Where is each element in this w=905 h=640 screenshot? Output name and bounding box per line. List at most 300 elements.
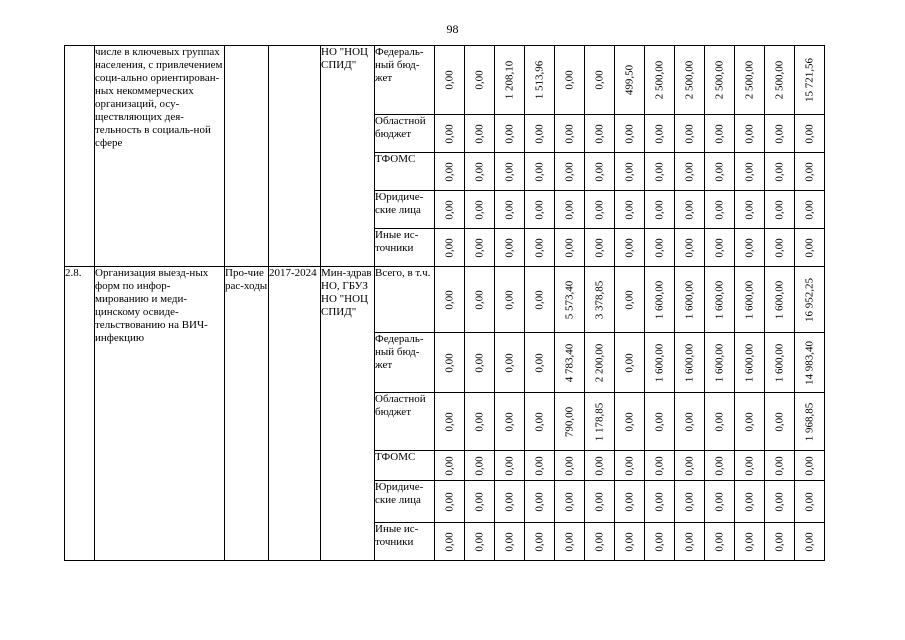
amount-value: 0,00: [563, 237, 575, 258]
amount-value: 0,00: [563, 199, 575, 220]
amount-value: 0,00: [503, 237, 515, 258]
amount-value: 0,00: [653, 123, 665, 144]
amount-cell: [495, 191, 525, 229]
amount-cell: [495, 393, 525, 451]
amount-cell: [735, 229, 765, 267]
executor: Мин-здрав НО, ГБУЗ НО "НОЦ СПИД": [321, 267, 375, 561]
amount-value: 0,00: [773, 237, 785, 258]
amount-value: 0,00: [683, 531, 695, 552]
amount-cell: [525, 451, 555, 481]
amount-cell: [585, 451, 615, 481]
amount-value: 0,00: [713, 491, 725, 512]
amount-cell: [645, 46, 675, 115]
amount-cell: [705, 191, 735, 229]
amount-cell: [525, 229, 555, 267]
amount-value: 0,00: [533, 237, 545, 258]
item-number: [65, 46, 95, 267]
amount-cell: [555, 333, 585, 393]
amount-cell: [435, 267, 465, 333]
amount-cell: [645, 191, 675, 229]
amount-cell: [765, 153, 795, 191]
amount-value: 0,00: [713, 455, 725, 476]
amount-cell: [765, 523, 795, 561]
amount-value: 1 600,00: [683, 280, 695, 319]
amount-value: 16 952,25: [803, 277, 815, 322]
amount-value: 0,00: [443, 70, 455, 90]
amount-value: 790,00: [563, 406, 575, 437]
amount-cell: [645, 523, 675, 561]
amount-value: 5 573,40: [563, 280, 575, 319]
amount-value: 1 600,00: [713, 343, 725, 382]
amount-cell: [645, 451, 675, 481]
amount-cell: [495, 229, 525, 267]
amount-cell: [555, 267, 585, 333]
amount-cell: [675, 229, 705, 267]
amount-value: 1 600,00: [713, 280, 725, 319]
funding-source: Областной бюджет: [375, 115, 435, 153]
amount-cell: [585, 115, 615, 153]
amount-cell: [615, 191, 645, 229]
amount-value: 0,00: [563, 161, 575, 182]
amount-value: 0,00: [563, 123, 575, 144]
amount-value: 1 178,85: [593, 402, 605, 441]
amount-value: 15 721,56: [803, 58, 815, 102]
amount-value: 0,00: [803, 161, 815, 182]
amount-value: 0,00: [563, 531, 575, 552]
amount-value: 0,00: [773, 455, 785, 476]
amount-value: 0,00: [593, 237, 605, 258]
amount-cell: [795, 451, 825, 481]
amount-value: 0,00: [533, 352, 545, 373]
amount-value: 0,00: [623, 161, 635, 182]
funding-source: Юридиче-ские лица: [375, 481, 435, 523]
amount-cell: [795, 333, 825, 393]
amount-value: 0,00: [713, 411, 725, 432]
amount-cell: [645, 393, 675, 451]
amount-value: 0,00: [593, 161, 605, 182]
amount-value: 0,00: [473, 531, 485, 552]
amount-cell: [795, 115, 825, 153]
amount-value: 0,00: [773, 411, 785, 432]
amount-cell: [765, 333, 795, 393]
amount-cell: [615, 481, 645, 523]
amount-cell: [645, 115, 675, 153]
amount-cell: [465, 191, 495, 229]
amount-value: 0,00: [533, 123, 545, 144]
amount-value: 1 600,00: [653, 280, 665, 319]
amount-cell: [795, 229, 825, 267]
amount-cell: [675, 451, 705, 481]
amount-cell: [495, 267, 525, 333]
funding-source: Иные ис-точники: [375, 229, 435, 267]
amount-cell: [645, 153, 675, 191]
amount-value: 0,00: [803, 531, 815, 552]
amount-value: 0,00: [443, 531, 455, 552]
amount-cell: [585, 191, 615, 229]
amount-cell: [795, 393, 825, 451]
amount-value: 0,00: [593, 531, 605, 552]
amount-cell: [735, 523, 765, 561]
amount-value: 0,00: [743, 531, 755, 552]
amount-value: 2 500,00: [653, 60, 665, 100]
amount-value: 1 600,00: [653, 343, 665, 382]
amount-cell: [765, 229, 795, 267]
amount-value: 0,00: [503, 531, 515, 552]
amount-value: 1 600,00: [773, 343, 785, 382]
amount-value: 0,00: [623, 123, 635, 144]
amount-cell: [675, 333, 705, 393]
table-row: [65, 46, 825, 115]
amount-cell: [555, 46, 585, 115]
amount-cell: [615, 267, 645, 333]
amount-cell: [525, 115, 555, 153]
amount-value: 499,50: [623, 64, 635, 96]
amount-cell: [735, 191, 765, 229]
amount-cell: [435, 523, 465, 561]
amount-value: 0,00: [533, 199, 545, 220]
amount-cell: [675, 46, 705, 115]
amount-value: 0,00: [473, 352, 485, 373]
amount-cell: [465, 393, 495, 451]
amount-value: 0,00: [503, 491, 515, 512]
amount-cell: [435, 333, 465, 393]
amount-value: 0,00: [743, 123, 755, 144]
amount-value: 1 600,00: [773, 280, 785, 319]
item-title: числе в ключевых группах населения, с привлечением соци-ально ориентирован-ных некоммерческих организаций, осу-ществляющих дея-тельность в социаль-ной сфере: [95, 46, 225, 267]
amount-cell: [735, 46, 765, 115]
amount-value: 0,00: [533, 491, 545, 512]
amount-cell: [465, 267, 495, 333]
amount-value: 0,00: [713, 161, 725, 182]
amount-value: 0,00: [803, 199, 815, 220]
amount-cell: [705, 229, 735, 267]
amount-cell: [675, 191, 705, 229]
amount-value: 0,00: [533, 531, 545, 552]
amount-value: 0,00: [563, 70, 575, 90]
amount-value: 0,00: [443, 237, 455, 258]
amount-value: 2 500,00: [773, 60, 785, 100]
amount-value: 1 600,00: [743, 343, 755, 382]
amount-cell: [435, 393, 465, 451]
amount-value: 1 600,00: [743, 280, 755, 319]
amount-cell: [495, 523, 525, 561]
amount-value: 2 500,00: [713, 60, 725, 100]
amount-value: 0,00: [473, 123, 485, 144]
amount-value: 0,00: [443, 161, 455, 182]
amount-cell: [765, 115, 795, 153]
amount-cell: [555, 481, 585, 523]
amount-value: 0,00: [443, 455, 455, 476]
amount-value: 0,00: [653, 199, 665, 220]
item-number: 2.8.: [65, 267, 95, 561]
amount-value: 0,00: [773, 531, 785, 552]
amount-value: 0,00: [593, 455, 605, 476]
amount-value: 0,00: [713, 237, 725, 258]
amount-value: 0,00: [473, 161, 485, 182]
amount-value: 0,00: [443, 123, 455, 144]
amount-value: 0,00: [473, 237, 485, 258]
amount-value: 0,00: [473, 411, 485, 432]
amount-value: 0,00: [503, 352, 515, 373]
amount-cell: [795, 481, 825, 523]
funding-source: ТФОМС: [375, 451, 435, 481]
amount-value: 0,00: [623, 491, 635, 512]
amount-cell: [615, 333, 645, 393]
amount-cell: [555, 191, 585, 229]
amount-value: 1 208,10: [503, 60, 515, 100]
amount-value: 0,00: [503, 123, 515, 144]
amount-cell: [795, 153, 825, 191]
amount-cell: [705, 267, 735, 333]
executor: НО "НОЦ СПИД": [321, 46, 375, 267]
amount-value: 0,00: [443, 289, 455, 310]
amount-cell: [555, 229, 585, 267]
amount-value: 0,00: [503, 455, 515, 476]
amount-cell: [585, 393, 615, 451]
amount-cell: [495, 115, 525, 153]
amount-value: 0,00: [623, 237, 635, 258]
amount-cell: [675, 153, 705, 191]
amount-cell: [765, 267, 795, 333]
amount-cell: [465, 46, 495, 115]
amount-value: 0,00: [623, 411, 635, 432]
amount-cell: [585, 267, 615, 333]
amount-cell: [435, 153, 465, 191]
amount-cell: [645, 333, 675, 393]
period: [269, 46, 321, 267]
amount-cell: [495, 333, 525, 393]
page-number: 98: [446, 22, 459, 36]
amount-value: 0,00: [473, 455, 485, 476]
amount-cell: [465, 229, 495, 267]
amount-cell: [555, 393, 585, 451]
amount-cell: [735, 481, 765, 523]
amount-cell: [525, 393, 555, 451]
funding-source: Всего, в т.ч.: [375, 267, 435, 333]
amount-value: 0,00: [623, 531, 635, 552]
amount-cell: [645, 229, 675, 267]
amount-cell: [525, 153, 555, 191]
amount-value: 0,00: [743, 455, 755, 476]
amount-cell: [585, 153, 615, 191]
amount-cell: [525, 46, 555, 115]
amount-cell: [645, 267, 675, 333]
amount-value: 0,00: [803, 237, 815, 258]
amount-value: 0,00: [623, 352, 635, 373]
amount-cell: [675, 523, 705, 561]
amount-value: 0,00: [773, 491, 785, 512]
amount-cell: [465, 523, 495, 561]
amount-cell: [765, 481, 795, 523]
period: 2017-2024: [269, 267, 321, 561]
amount-value: 1 513,96: [533, 60, 545, 100]
amount-cell: [705, 451, 735, 481]
amount-value: 4 783,40: [563, 343, 575, 382]
amount-cell: [615, 229, 645, 267]
amount-cell: [735, 333, 765, 393]
amount-cell: [705, 46, 735, 115]
amount-value: 0,00: [473, 289, 485, 310]
amount-cell: [435, 115, 465, 153]
amount-cell: [735, 393, 765, 451]
amount-value: 0,00: [743, 411, 755, 432]
amount-cell: [795, 191, 825, 229]
amount-cell: [465, 451, 495, 481]
amount-value: 1 600,00: [683, 343, 695, 382]
amount-value: 0,00: [533, 161, 545, 182]
amount-value: 2 500,00: [743, 60, 755, 100]
cost-type: Про-чие рас-ходы: [225, 267, 269, 561]
amount-value: 0,00: [563, 455, 575, 476]
table-row: [65, 267, 825, 333]
amount-value: 0,00: [593, 199, 605, 220]
amount-value: 0,00: [443, 491, 455, 512]
amount-cell: [675, 267, 705, 333]
amount-value: 0,00: [653, 491, 665, 512]
item-title: Организация выезд-ных форм по инфор-мированию и меди-цинскому освиде-тельствованию на ВИЧ-инфекцию: [95, 267, 225, 561]
amount-cell: [705, 523, 735, 561]
amount-value: 0,00: [683, 455, 695, 476]
amount-cell: [555, 115, 585, 153]
amount-cell: [765, 393, 795, 451]
amount-value: 0,00: [593, 123, 605, 144]
amount-cell: [495, 153, 525, 191]
amount-cell: [465, 333, 495, 393]
amount-cell: [675, 393, 705, 451]
amount-value: 0,00: [683, 161, 695, 182]
amount-value: 0,00: [503, 289, 515, 310]
amount-cell: [735, 115, 765, 153]
amount-cell: [675, 481, 705, 523]
amount-cell: [435, 191, 465, 229]
amount-value: 1 968,85: [803, 402, 815, 441]
funding-source: Областной бюджет: [375, 393, 435, 451]
amount-cell: [435, 46, 465, 115]
amount-value: 0,00: [653, 411, 665, 432]
amount-value: 0,00: [743, 491, 755, 512]
funding-source: ТФОМС: [375, 153, 435, 191]
amount-cell: [705, 481, 735, 523]
amount-cell: [465, 481, 495, 523]
amount-cell: [555, 451, 585, 481]
amount-value: 0,00: [473, 70, 485, 90]
amount-value: 0,00: [683, 237, 695, 258]
amount-cell: [765, 191, 795, 229]
amount-cell: [765, 451, 795, 481]
amount-cell: [495, 451, 525, 481]
amount-cell: [705, 115, 735, 153]
amount-value: 0,00: [473, 199, 485, 220]
amount-cell: [585, 523, 615, 561]
amount-cell: [435, 451, 465, 481]
amount-value: 0,00: [803, 123, 815, 144]
amount-cell: [465, 153, 495, 191]
amount-value: 0,00: [533, 411, 545, 432]
amount-cell: [525, 481, 555, 523]
amount-value: 0,00: [743, 161, 755, 182]
amount-cell: [585, 333, 615, 393]
amount-value: 0,00: [743, 199, 755, 220]
amount-value: 0,00: [683, 123, 695, 144]
amount-value: 2 500,00: [683, 60, 695, 100]
amount-value: 0,00: [653, 237, 665, 258]
amount-cell: [735, 267, 765, 333]
amount-value: 0,00: [593, 491, 605, 512]
amount-cell: [615, 523, 645, 561]
funding-source: Федераль-ный бюд-жет: [375, 333, 435, 393]
amount-cell: [495, 481, 525, 523]
amount-value: 2 200,00: [593, 343, 605, 382]
amount-cell: [615, 393, 645, 451]
amount-cell: [585, 481, 615, 523]
amount-value: 0,00: [443, 352, 455, 373]
funding-source: Иные ис-точники: [375, 523, 435, 561]
amount-cell: [615, 153, 645, 191]
cost-type: [225, 46, 269, 267]
amount-value: 3 378,85: [593, 280, 605, 319]
amount-cell: [645, 481, 675, 523]
amount-value: 14 983,40: [803, 340, 815, 385]
amount-value: 0,00: [623, 199, 635, 220]
amount-value: 0,00: [683, 411, 695, 432]
amount-value: 0,00: [773, 161, 785, 182]
amount-value: 0,00: [803, 491, 815, 512]
amount-value: 0,00: [713, 531, 725, 552]
amount-cell: [795, 46, 825, 115]
amount-cell: [705, 333, 735, 393]
amount-cell: [495, 46, 525, 115]
amount-cell: [555, 523, 585, 561]
amount-cell: [795, 523, 825, 561]
amount-cell: [435, 481, 465, 523]
amount-value: 0,00: [773, 199, 785, 220]
amount-value: 0,00: [533, 455, 545, 476]
amount-cell: [525, 191, 555, 229]
amount-cell: [585, 229, 615, 267]
amount-value: 0,00: [533, 289, 545, 310]
amount-value: 0,00: [473, 491, 485, 512]
amount-value: 0,00: [683, 199, 695, 220]
amount-cell: [705, 153, 735, 191]
amount-value: 0,00: [713, 199, 725, 220]
amount-value: 0,00: [653, 161, 665, 182]
amount-value: 0,00: [503, 161, 515, 182]
amount-value: 0,00: [803, 455, 815, 476]
amount-value: 0,00: [653, 455, 665, 476]
amount-cell: [525, 523, 555, 561]
amount-cell: [555, 153, 585, 191]
amount-value: 0,00: [503, 411, 515, 432]
amount-value: 0,00: [623, 455, 635, 476]
funding-source: Юридиче-ские лица: [375, 191, 435, 229]
amount-cell: [525, 333, 555, 393]
amount-cell: [675, 115, 705, 153]
amount-cell: [795, 267, 825, 333]
amount-cell: [525, 267, 555, 333]
amount-value: 0,00: [653, 531, 665, 552]
amount-cell: [615, 46, 645, 115]
amount-cell: [735, 451, 765, 481]
amount-value: 0,00: [593, 70, 605, 90]
amount-value: 0,00: [503, 199, 515, 220]
amount-value: 0,00: [773, 123, 785, 144]
amount-cell: [765, 46, 795, 115]
amount-value: 0,00: [683, 491, 695, 512]
amount-cell: [705, 393, 735, 451]
amount-value: 0,00: [623, 289, 635, 310]
funding-source: Федераль-ный бюд-жет: [375, 46, 435, 115]
budget-table: [64, 45, 825, 561]
